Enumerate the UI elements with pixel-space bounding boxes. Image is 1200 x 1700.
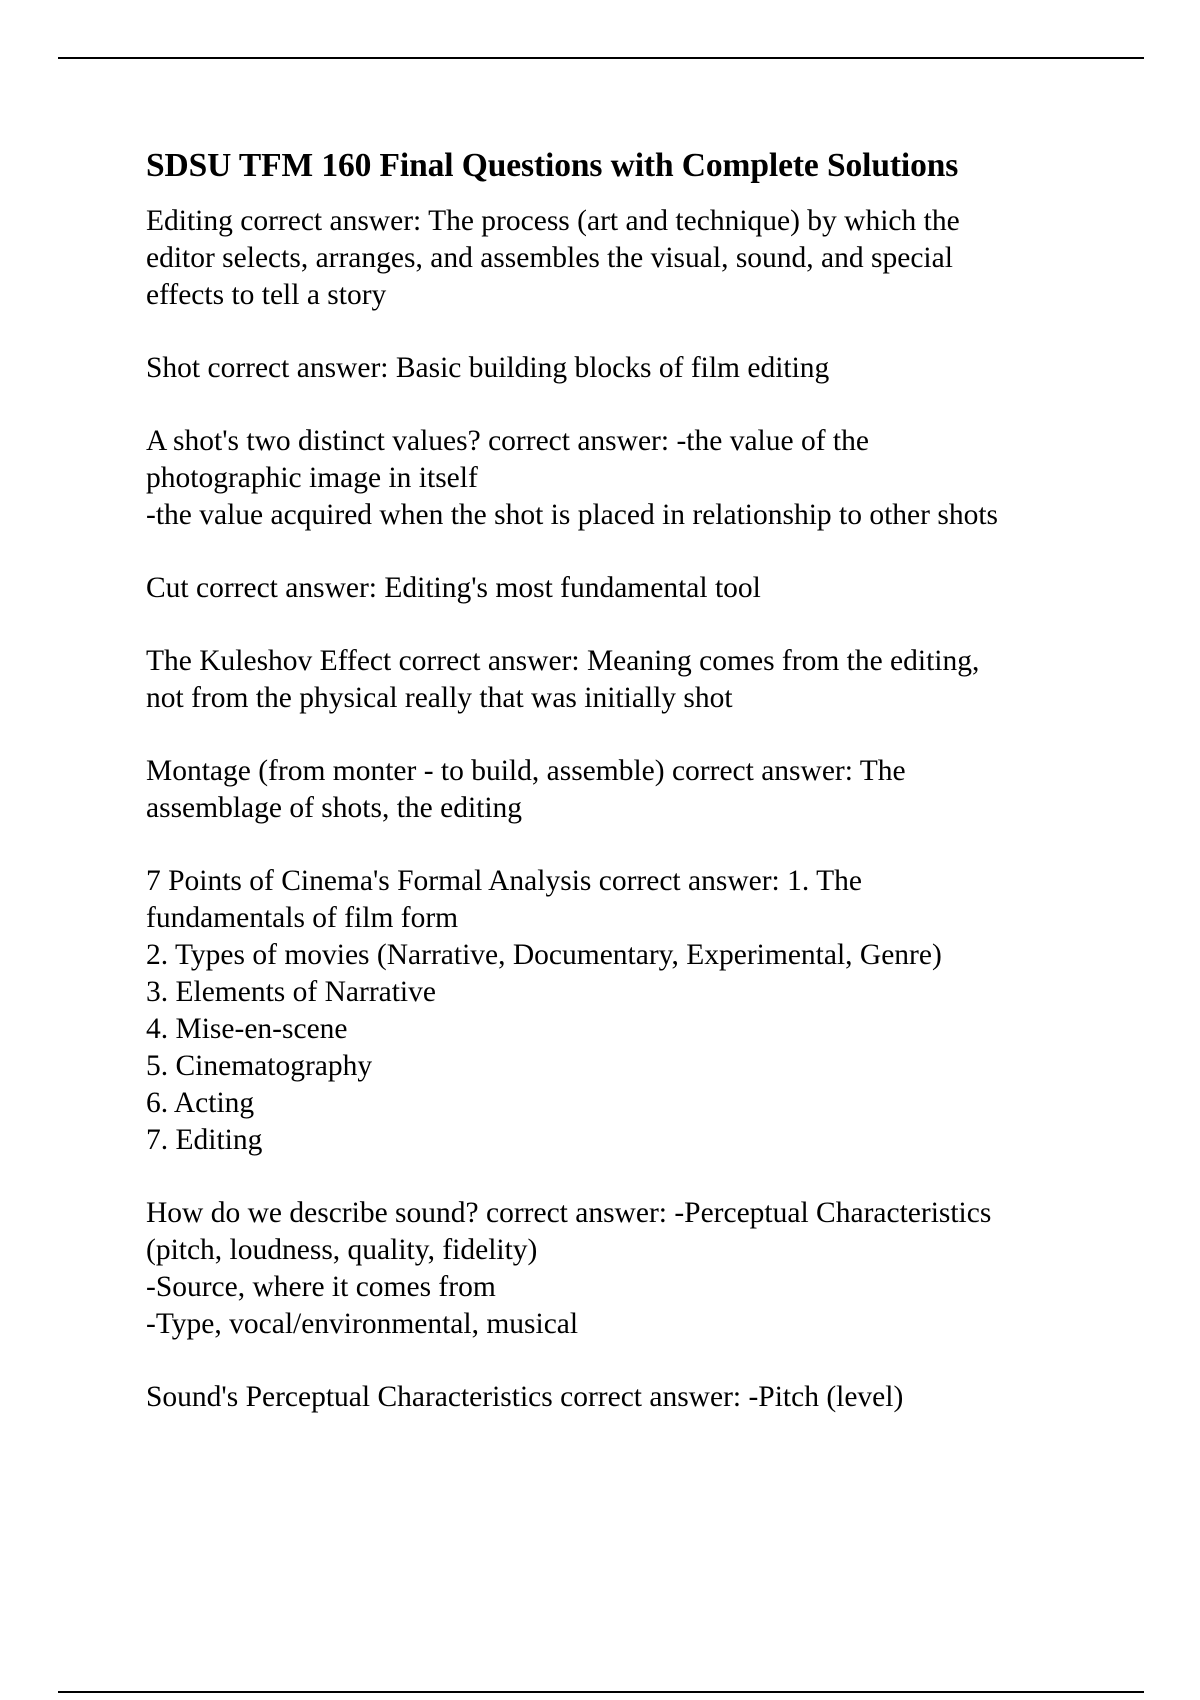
qa-list: [146, 203, 1106, 1416]
qa-text-line: 6. Acting: [146, 1087, 255, 1119]
qa-text-line: Shot correct answer: Basic building blocks of film editing: [146, 352, 830, 384]
page-title: SDSU TFM 160 Final Questions with Complete Solutions: [146, 147, 959, 184]
qa-text-line: effects to tell a story: [146, 279, 387, 311]
qa-text-line: 4. Mise-en-scene: [146, 1013, 348, 1045]
qa-text-line: (pitch, loudness, quality, fidelity): [146, 1234, 538, 1266]
qa-text-line: editor selects, arranges, and assembles the visual, sound, and special: [146, 242, 953, 274]
qa-text-line: photographic image in itself: [146, 462, 478, 494]
qa-text-line: A shot's two distinct values? correct answer: -the value of the: [146, 425, 869, 457]
footer-rule: [58, 1691, 1144, 1693]
qa-entry: [146, 643, 1106, 717]
qa-text-line: -the value acquired when the shot is placed in relationship to other shots: [146, 499, 998, 531]
qa-entry: [146, 753, 1106, 827]
qa-text-line: 5. Cinematography: [146, 1050, 373, 1082]
header-rule: [58, 57, 1144, 59]
qa-text-line: not from the physical really that was initially shot: [146, 682, 733, 714]
qa-text-line: -Source, where it comes from: [146, 1271, 496, 1303]
qa-entry: [146, 570, 1106, 607]
qa-text-line: fundamentals of film form: [146, 902, 459, 934]
qa-text-line: Montage (from monter - to build, assemble) correct answer: The: [146, 755, 906, 787]
qa-entry: [146, 863, 1106, 1159]
qa-text-line: -Type, vocal/environmental, musical: [146, 1308, 579, 1340]
qa-text-line: Sound's Perceptual Characteristics correct answer: -Pitch (level): [146, 1381, 904, 1413]
qa-entry: [146, 350, 1106, 387]
qa-entry: [146, 1379, 1106, 1416]
qa-text-line: 7. Editing: [146, 1124, 263, 1156]
qa-text-line: assemblage of shots, the editing: [146, 792, 523, 824]
qa-text-line: 7 Points of Cinema's Formal Analysis correct answer: 1. The: [146, 865, 862, 897]
qa-entry: [146, 1195, 1106, 1343]
qa-entry: [146, 203, 1106, 314]
qa-text-line: The Kuleshov Effect correct answer: Meaning comes from the editing,: [146, 645, 980, 677]
qa-text-line: Cut correct answer: Editing's most fundamental tool: [146, 572, 761, 604]
qa-text-line: 2. Types of movies (Narrative, Documentary, Experimental, Genre): [146, 939, 942, 971]
qa-entry: [146, 423, 1106, 534]
qa-text-line: How do we describe sound? correct answer: -Perceptual Characteristics: [146, 1197, 992, 1229]
document-body: [146, 144, 1106, 1452]
qa-text-line: Editing correct answer: The process (art and technique) by which the: [146, 205, 960, 237]
qa-text-line: 3. Elements of Narrative: [146, 976, 436, 1008]
